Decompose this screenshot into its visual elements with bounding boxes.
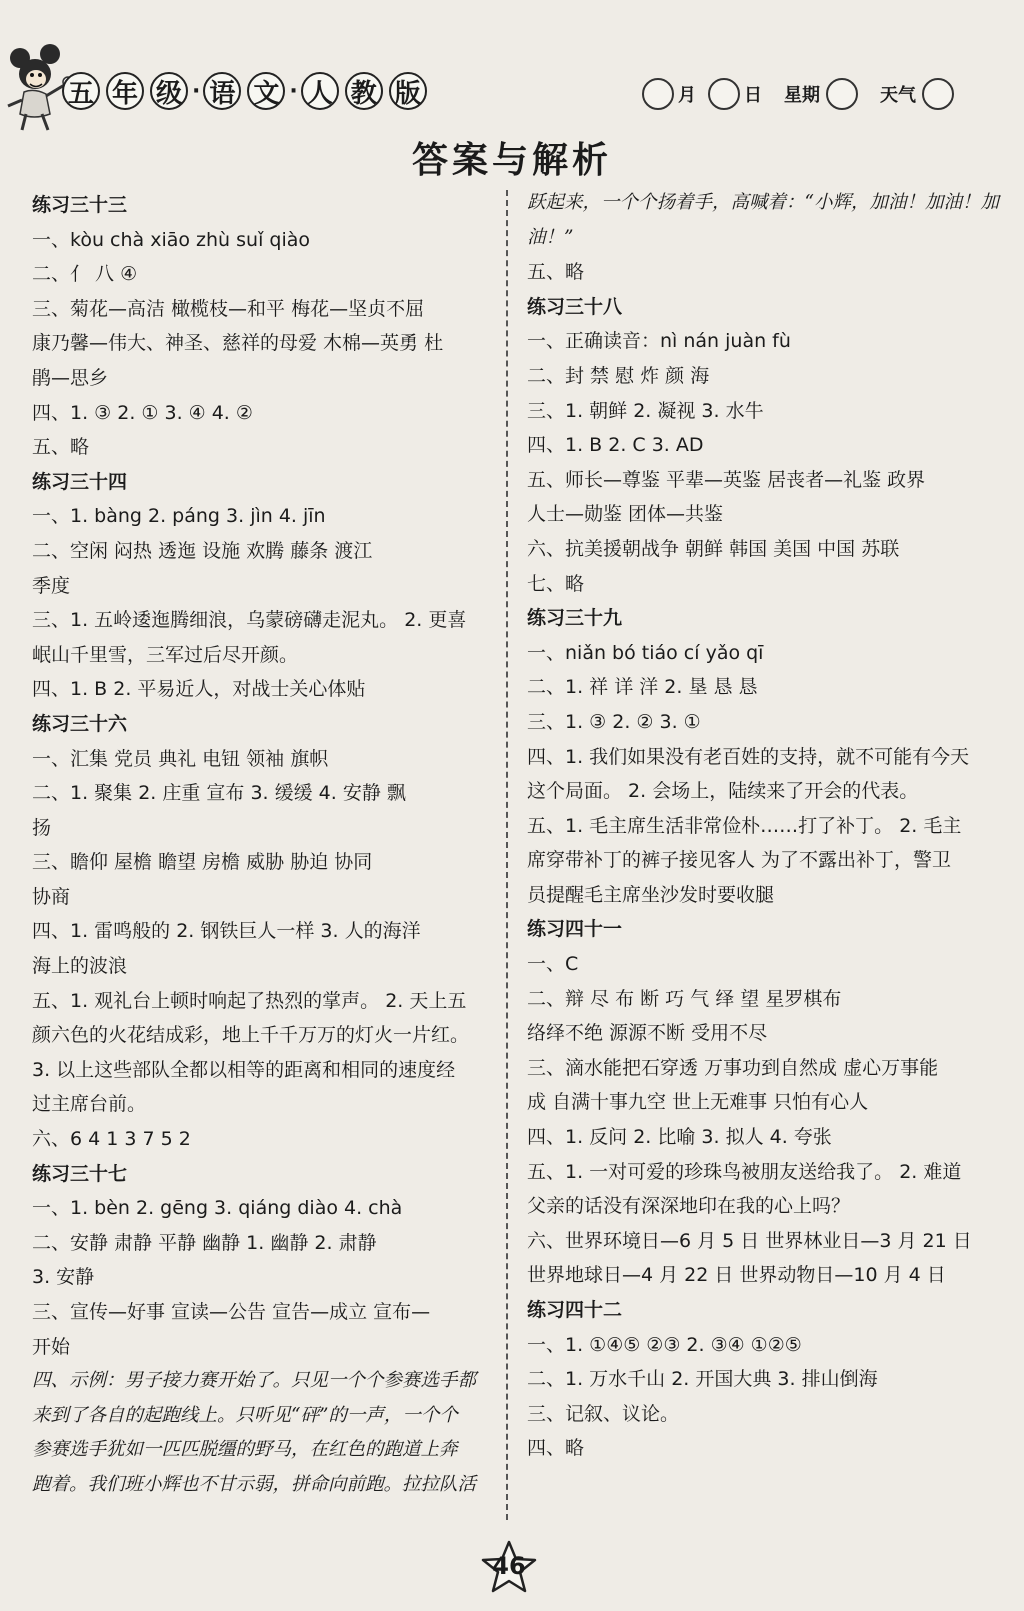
answer-line: 二、1. 万水千山 2. 开国大典 3. 排山倒海 [527, 1368, 878, 1391]
answer-line: 一、汇集 党员 典礼 电钮 领袖 旗帜 [32, 747, 329, 770]
answer-line: 六、世界环境日—6 月 5 日 世界林业日—3 月 21 日 [527, 1229, 972, 1252]
page-number: 46 [492, 1552, 526, 1580]
answer-line: 这个局面。 2. 会场上，陆续来了开会的代表。 [527, 780, 919, 803]
exercise-heading: 练习三十九 [527, 607, 623, 630]
answer-line: 油！” [527, 226, 574, 248]
grade-char: 级 [150, 72, 188, 110]
answer-line: 三、宣传—好事 宣读—公告 宣告—成立 宣布— [32, 1301, 431, 1323]
day-label: 日 [744, 85, 762, 106]
answer-line: 员提醒毛主席坐沙发时要收腿 [527, 883, 775, 906]
answer-line: 颜六色的火花结成彩，地上千千万万的灯火一片红。 [32, 1024, 470, 1047]
grade-char: 版 [389, 72, 427, 110]
grade-subject-banner [62, 72, 433, 110]
answer-line: 二、亻 八 ④ [32, 263, 138, 286]
answer-line: 一、C [527, 953, 579, 976]
answer-line: 七、略 [527, 572, 585, 595]
answer-line: 一、kòu chà xiāo zhù suǐ qiào [32, 228, 310, 251]
answer-line: 四、1. 我们如果没有老百姓的支持，就不可能有今天 [527, 745, 970, 768]
answer-line: 父亲的话没有深深地印在我的心上吗？ [527, 1195, 851, 1218]
answer-line: 一、1. bèn 2. gēng 3. qiáng diào 4. chà [32, 1197, 403, 1220]
answer-line: 一、niǎn bó tiáo cí yǎo qī [527, 641, 764, 664]
grade-char: 年 [106, 72, 144, 110]
answer-line: 四、1. ③ 2. ① 3. ④ 4. ② [32, 401, 253, 424]
grade-separator: · [192, 78, 201, 104]
answer-line: 协商 [32, 885, 71, 908]
answer-line: 四、1. B 2. C 3. AD [527, 434, 704, 457]
exercise-heading: 练习三十三 [32, 194, 128, 216]
month-label: 月 [678, 85, 696, 106]
answer-line: 岷山千里雪，三军过后尽开颜。 [32, 643, 299, 666]
answer-line: 三、1. ③ 2. ② 3. ① [527, 710, 701, 733]
answer-line: 四、略 [527, 1437, 585, 1460]
answer-line: 扬 [32, 816, 52, 839]
answer-line: 康乃馨—伟大、神圣、慈祥的母爱 木棉—英勇 杜 [32, 332, 444, 355]
exercise-heading: 练习三十四 [32, 470, 128, 493]
answer-line: 成 自满十事九空 世上无难事 只怕有心人 [527, 1091, 869, 1114]
answer-line: 3. 以上这些部队全都以相等的距离和相同的速度经 [32, 1058, 456, 1081]
answer-line: 五、1. 一对可爱的珍珠鸟被朋友送给我了。 2. 难道 [527, 1160, 962, 1183]
answer-line: 跑着。我们班小辉也不甘示弱，拼命向前跑。拉拉队活 [32, 1473, 477, 1495]
answer-line: 三、1. 五岭逶迤腾细浪，乌蒙磅礴走泥丸。 2. 更喜 [32, 609, 467, 632]
grade-char: 文 [247, 72, 285, 110]
grade-char: 语 [203, 72, 241, 110]
answer-line: 3. 安静 [32, 1266, 95, 1289]
answer-line: 三、瞻仰 屋檐 瞻望 房檐 威胁 胁迫 协同 [32, 851, 373, 874]
exercise-heading: 练习三十六 [32, 712, 128, 735]
answer-line: 人士—勋鉴 团体—共鉴 [527, 503, 724, 526]
answer-line: 络绎不绝 源源不断 受用不尽 [527, 1022, 768, 1045]
answer-line: 五、1. 毛主席生活非常俭朴……打了补丁。 2. 毛主 [527, 814, 962, 837]
answer-line: 四、示例：男子接力赛开始了。只见一个个参赛选手都 [32, 1370, 477, 1392]
page-number-badge [479, 1538, 539, 1598]
grade-separator: · [289, 78, 298, 104]
grade-char: 教 [345, 72, 383, 110]
answer-line: 三、记叙、议论。 [527, 1402, 680, 1425]
answer-line: 来到了各自的起跑线上。只听见“砰”的一声，一个个 [32, 1404, 458, 1426]
answer-line: 二、1. 聚集 2. 庄重 宣布 3. 缓缓 4. 安静 飘 [32, 782, 406, 805]
answer-line: 过主席台前。 [32, 1093, 147, 1116]
answer-line: 六、6 4 1 3 7 5 2 [32, 1128, 191, 1151]
weather-blank[interactable] [922, 78, 954, 110]
answer-line: 二、空闲 闷热 透迤 设施 欢腾 藤条 渡江 [32, 539, 373, 562]
answer-line: 参赛选手犹如一匹匹脱缰的野马，在红色的跑道上奔 [32, 1439, 458, 1461]
answer-line: 跃起来，一个个扬着手，高喊着：“小辉，加油！加油！加 [527, 192, 999, 213]
answer-line: 四、1. 雷鸣般的 2. 钢铁巨人一样 3. 人的海洋 [32, 920, 421, 943]
answer-line: 五、略 [32, 436, 90, 459]
answer-line: 世界地球日—4 月 22 日 世界动物日—10 月 4 日 [527, 1264, 946, 1287]
answer-line: 开始 [32, 1335, 71, 1358]
date-weather-fields [638, 78, 958, 110]
column-divider [506, 190, 508, 1520]
answer-line: 二、1. 祥 详 洋 2. 垦 恳 恳 [527, 676, 758, 699]
left-answer-column [32, 188, 500, 1503]
answer-line: 四、1. B 2. 平易近人，对战士关心体贴 [32, 678, 366, 701]
answer-line: 三、1. 朝鲜 2. 凝视 3. 水牛 [527, 399, 764, 422]
day-blank[interactable] [708, 78, 740, 110]
weekday-blank[interactable] [826, 78, 858, 110]
weekday-label: 星期 [784, 85, 820, 106]
exercise-heading: 练习三十八 [527, 295, 623, 318]
weather-label: 天气 [880, 85, 916, 106]
answer-line: 四、1. 反问 2. 比喻 3. 拟人 4. 夸张 [527, 1126, 832, 1149]
answer-line: 五、略 [527, 261, 585, 284]
exercise-heading: 练习四十二 [527, 1299, 623, 1321]
answer-line: 六、抗美援朝战争 朝鲜 韩国 美国 中国 苏联 [527, 537, 900, 560]
answer-line: 季度 [32, 574, 71, 597]
answer-line: 二、封 禁 慰 炸 颜 海 [527, 364, 710, 387]
exercise-heading: 练习三十七 [32, 1162, 128, 1185]
answer-line: 五、1. 观礼台上顿时响起了热烈的掌声。 2. 天上五 [32, 989, 467, 1012]
answer-line: 三、滴水能把石穿透 万事功到自然成 虚心万事能 [527, 1056, 939, 1079]
answer-line: 二、安静 肃静 平静 幽静 1. 幽静 2. 肃静 [32, 1231, 377, 1254]
exercise-heading: 练习四十一 [527, 918, 623, 941]
answer-line: 三、菊花—高洁 橄榄枝—和平 梅花—坚贞不屈 [32, 297, 425, 320]
answer-line: 一、1. ①④⑤ ②③ 2. ③④ ①②⑤ [527, 1333, 802, 1356]
grade-char: 人 [301, 72, 339, 110]
answer-line: 席穿带补丁的裤子接见客人 为了不露出补丁，警卫 [527, 849, 952, 872]
answer-line: 鹃—思乡 [32, 366, 109, 389]
month-blank[interactable] [642, 78, 674, 110]
grade-char: 五 [62, 72, 100, 110]
answer-line: 二、辩 尽 布 断 巧 气 绎 望 星罗棋布 [527, 987, 842, 1010]
page-title: 答案与解析 [411, 140, 612, 181]
answer-line: 一、正确读音：nì nán juàn fù [527, 330, 791, 353]
right-answer-column [527, 186, 999, 1466]
answer-line: 海上的波浪 [32, 955, 128, 978]
answer-line: 五、师长—尊鉴 平辈—英鉴 居丧者—礼鉴 政界 [527, 468, 926, 491]
answer-line: 一、1. bàng 2. páng 3. jìn 4. jīn [32, 505, 326, 528]
